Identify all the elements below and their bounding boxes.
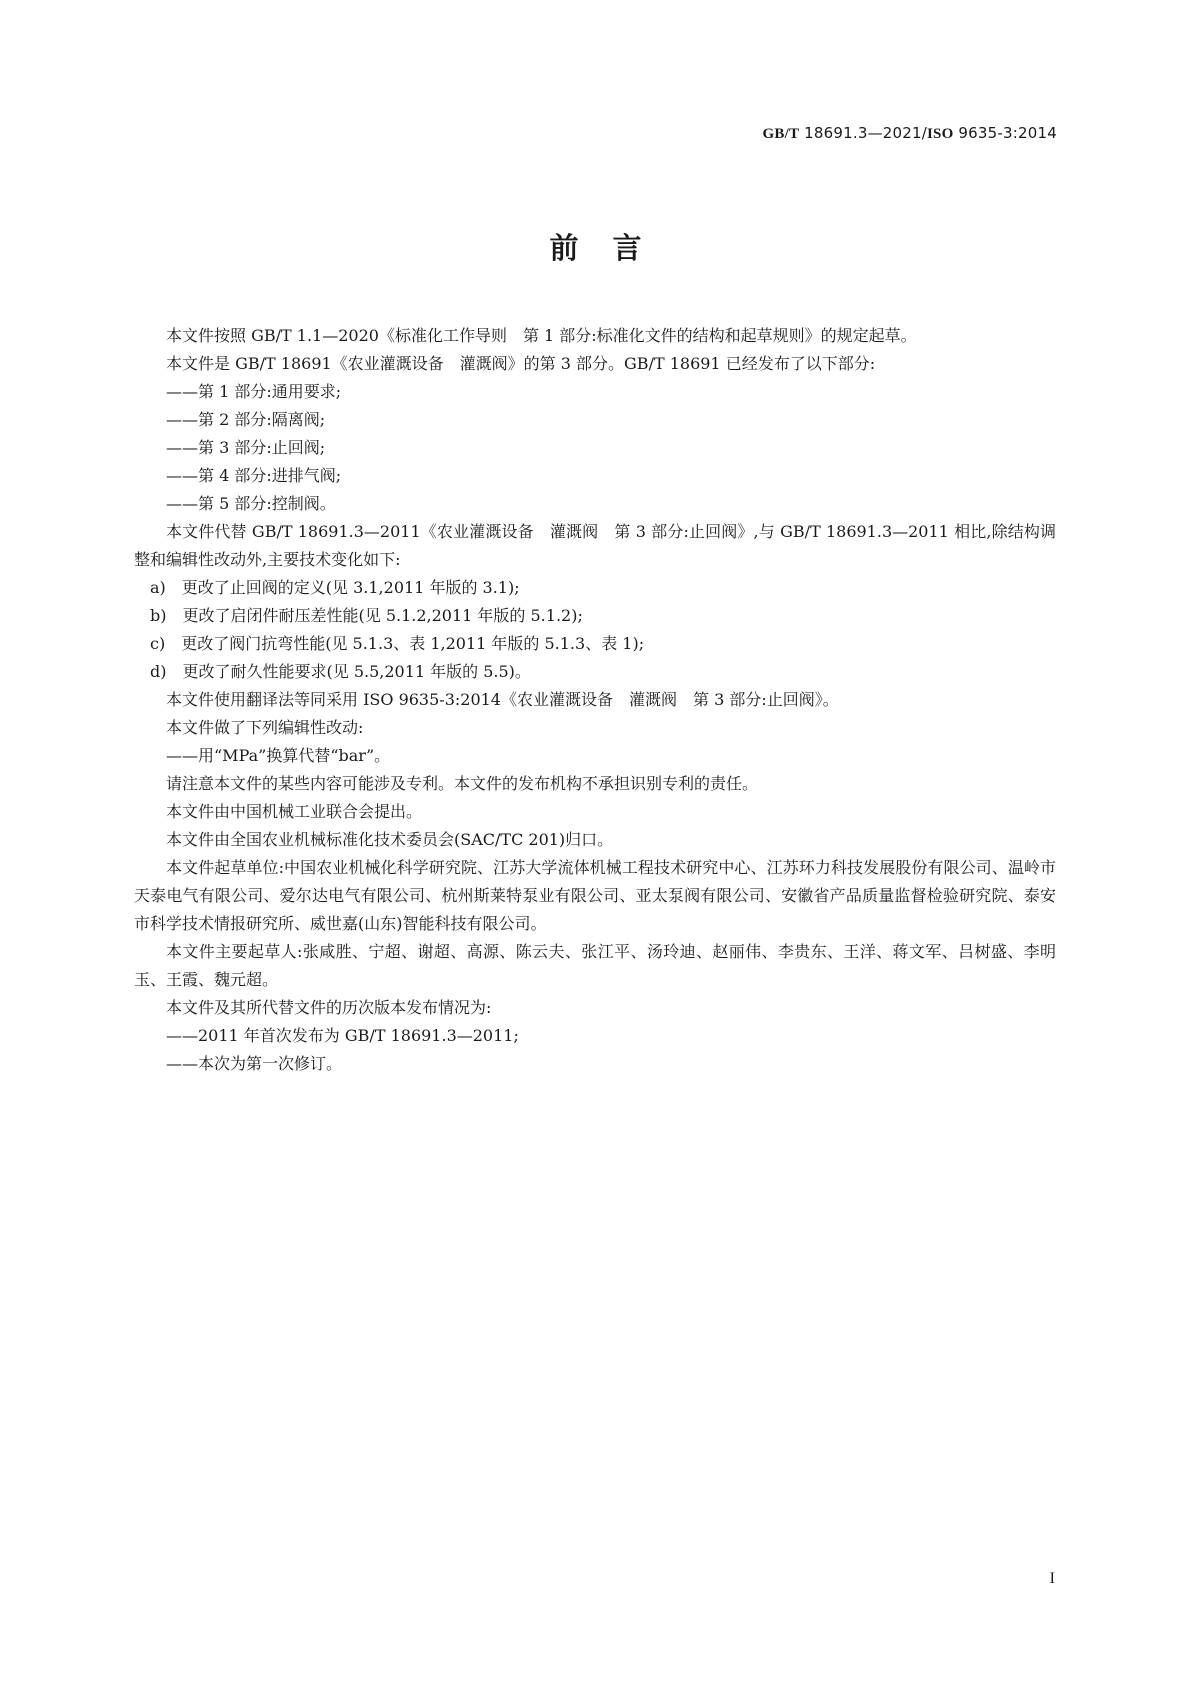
list-item-part-5: ——第 5 部分:控制阀。 bbox=[166, 494, 336, 513]
page-number: I bbox=[1049, 1570, 1055, 1587]
header-code-iso-number: 9635-3:2014 bbox=[953, 124, 1057, 142]
paragraph-drafting-rules: 本文件按照 GB/T 1.1—2020《标准化工作导则 第 1 部分:标准化文件的结构和起草规则》的规定起草。 bbox=[166, 326, 917, 345]
header-code-iso: ISO bbox=[927, 126, 954, 142]
list-item-editorial-change: ——用“MPa”换算代替“bar”。 bbox=[166, 746, 391, 765]
paragraph-proposed-by: 本文件由中国机械工业联合会提出。 bbox=[166, 802, 423, 821]
paragraph-drafters: 本文件主要起草人:张咸胜、宁超、谢超、高源、陈云夫、张江平、汤玲迪、赵丽伟、李贵东、王洋、蒋文军、吕树盛、李明玉、王霞、魏元超。 bbox=[134, 942, 1056, 989]
change-item-d: d) 更改了耐久性能要求(见 5.5,2011 年版的 5.5)。 bbox=[150, 662, 531, 681]
paragraph-drafting-units: 本文件起草单位:中国农业机械化科学研究院、江苏大学流体机械工程技术研究中心、江苏环力科技发展股份有限公司、温岭市天泰电气有限公司、爱尔达电气有限公司、杭州斯莱特泵业有限公司、亚太泵阀有限公司、安徽省产品质量监督检验研究院、泰安市科学技术情报研究所、威世嘉(山东)智能科技有限公司。 bbox=[134, 858, 1056, 933]
paragraph-administered-by: 本文件由全国农业机械标准化技术委员会(SAC/TC 201)归口。 bbox=[166, 830, 614, 849]
foreword-body bbox=[134, 322, 1056, 1078]
list-item-part-4: ——第 4 部分:进排气阀; bbox=[166, 466, 342, 485]
page-title: 前言 bbox=[549, 231, 676, 265]
list-item-part-2: ——第 2 部分:隔离阀; bbox=[166, 410, 326, 429]
standard-code-header bbox=[763, 124, 1057, 143]
change-item-a: a) 更改了止回阀的定义(见 3.1,2011 年版的 3.1); bbox=[150, 578, 520, 597]
change-item-b: b) 更改了启闭件耐压差性能(见 5.1.2,2011 年版的 5.1.2); bbox=[150, 606, 583, 625]
list-item-history-2011: ——2011 年首次发布为 GB/T 18691.3—2011; bbox=[166, 1026, 519, 1045]
header-code-number: 18691.3—2021/ bbox=[799, 124, 928, 142]
paragraph-replaces: 本文件代替 GB/T 18691.3—2011《农业灌溉设备 灌溉阀 第 3 部分:止回阀》,与 GB/T 18691.3—2011 相比,除结构调整和编辑性改动外,主要技术变化如下: bbox=[134, 522, 1056, 569]
paragraph-history-intro: 本文件及其所代替文件的历次版本发布情况为: bbox=[166, 998, 492, 1017]
paragraph-patent-notice: 请注意本文件的某些内容可能涉及专利。本文件的发布机构不承担识别专利的责任。 bbox=[166, 774, 759, 793]
paragraph-editorial-intro: 本文件做了下列编辑性改动: bbox=[166, 718, 364, 737]
list-item-part-3: ——第 3 部分:止回阀; bbox=[166, 438, 326, 457]
paragraph-parts-intro: 本文件是 GB/T 18691《农业灌溉设备 灌溉阀》的第 3 部分。GB/T 18691 已经发布了以下部分: bbox=[166, 354, 876, 373]
list-item-history-revision: ——本次为第一次修订。 bbox=[166, 1054, 343, 1073]
header-code-gbt: GB/T bbox=[762, 126, 800, 142]
paragraph-translation: 本文件使用翻译法等同采用 ISO 9635-3:2014《农业灌溉设备 灌溉阀 第 3 部分:止回阀》。 bbox=[166, 690, 839, 709]
change-item-c: c) 更改了阀门抗弯性能(见 5.1.3、表 1,2011 年版的 5.1.3、表 1); bbox=[150, 634, 645, 653]
list-item-part-1: ——第 1 部分:通用要求; bbox=[166, 382, 342, 401]
